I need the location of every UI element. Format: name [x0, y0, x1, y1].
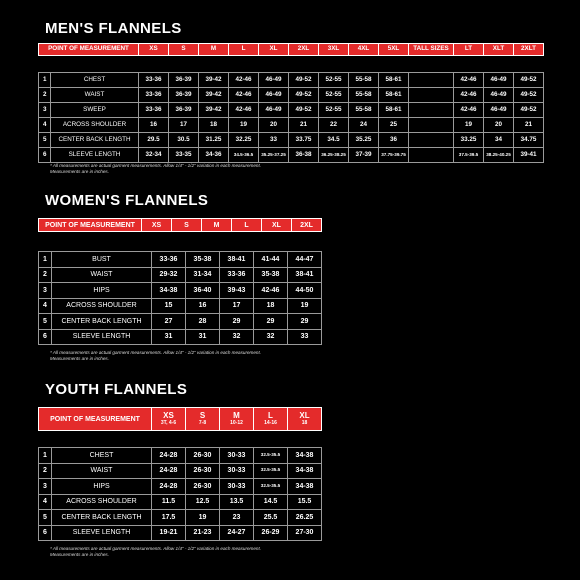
measurement-value: 38-41 — [288, 267, 322, 283]
measurement-value: 58-61 — [379, 103, 409, 118]
measurement-value: 23 — [220, 510, 254, 526]
measurement-value: 22 — [319, 118, 349, 133]
measurement-value: 18 — [199, 118, 229, 133]
measurement-name: ACROSS SHOULDER — [52, 298, 152, 314]
measurement-value: 26-30 — [186, 448, 220, 464]
measurement-name: BUST — [52, 252, 152, 268]
mens-measurement-table — [38, 72, 544, 163]
womens-header-table — [38, 218, 322, 232]
measurement-value: 19-21 — [152, 525, 186, 541]
measurement-value: 49-52 — [289, 88, 319, 103]
measurement-value: 36-38 — [289, 148, 319, 163]
mens-header-cell: M — [199, 44, 229, 56]
measurement-value: 35-38 — [186, 252, 220, 268]
measurement-value: 34.5-36.5 — [229, 148, 259, 163]
mens-header-cell: 4XL — [349, 44, 379, 56]
measurement-value: 41-44 — [254, 252, 288, 268]
youth-note-line1: * All measurements are actual garment measurements. Allow 1/4" - 1/2" variation in each measurement. — [50, 546, 262, 551]
measurement-value: 25.5 — [254, 510, 288, 526]
measurement-value: 33-36 — [139, 73, 169, 88]
measurement-value: 29 — [254, 314, 288, 330]
measurement-value: 30-33 — [220, 448, 254, 464]
measurement-value: 58-61 — [379, 88, 409, 103]
mens-header-cell: 5XL — [379, 44, 409, 56]
measurement-value: 36-39 — [169, 73, 199, 88]
womens-note-line2: Measurements are in inches. — [50, 356, 109, 362]
measurement-value: 27 — [152, 314, 186, 330]
youth-size: M — [233, 411, 240, 420]
measurement-value: 24-28 — [152, 463, 186, 479]
youth-header-table — [38, 407, 322, 431]
measurement-value: 30.5 — [169, 133, 199, 148]
mens-header-cell: POINT OF MEASUREMENT — [39, 44, 139, 56]
youth-age: 14-16 — [264, 420, 277, 426]
measurement-value: 55-58 — [349, 103, 379, 118]
measurement-value: 34-38 — [288, 448, 322, 464]
measurement-value: 32 — [220, 329, 254, 345]
row-number: 3 — [39, 283, 52, 299]
measurement-name: SWEEP — [51, 103, 139, 118]
measurement-name: CENTER BACK LENGTH — [51, 133, 139, 148]
row-number: 5 — [39, 314, 52, 330]
measurement-value: 12.5 — [186, 494, 220, 510]
measurement-value: 42-46 — [454, 88, 484, 103]
mens-header-cell: TALL SIZES — [409, 44, 454, 56]
measurement-name: SLEEVE LENGTH — [52, 329, 152, 345]
measurement-value: 29-32 — [152, 267, 186, 283]
measurement-value: 17 — [169, 118, 199, 133]
measurement-value: 14.5 — [254, 494, 288, 510]
row-number: 4 — [39, 298, 52, 314]
row-number: 5 — [39, 133, 51, 148]
table-row — [39, 118, 544, 133]
mens-note-line1: * All measurements are actual garment measurements. Allow 1/4" - 1/2" variation in each measurement. — [50, 163, 262, 168]
measurement-name: WAIST — [52, 463, 152, 479]
measurement-value: 49-52 — [514, 103, 544, 118]
measurement-value: 36 — [379, 133, 409, 148]
measurement-value — [409, 103, 454, 118]
measurement-value: 49-52 — [289, 103, 319, 118]
measurement-value: 21 — [514, 118, 544, 133]
table-row — [39, 148, 544, 163]
womens-header-cell: L — [232, 219, 262, 232]
measurement-value: 52-55 — [319, 103, 349, 118]
measurement-value: 25 — [379, 118, 409, 133]
measurement-value: 36-39 — [169, 103, 199, 118]
measurement-value: 46-49 — [259, 73, 289, 88]
measurement-value: 24 — [349, 118, 379, 133]
measurement-name: CENTER BACK LENGTH — [52, 510, 152, 526]
youth-title: YOUTH FLANNELS — [45, 381, 188, 398]
measurement-name: ACROSS SHOULDER — [52, 494, 152, 510]
measurement-value: 15.5 — [288, 494, 322, 510]
row-number: 1 — [39, 448, 52, 464]
table-row — [39, 298, 322, 314]
table-row — [39, 463, 322, 479]
measurement-value: 49-52 — [514, 88, 544, 103]
measurement-value: 34-38 — [288, 463, 322, 479]
measurement-value: 33-36 — [139, 88, 169, 103]
measurement-value: 42-46 — [229, 73, 259, 88]
row-number: 1 — [39, 73, 51, 88]
measurement-value: 58-61 — [379, 73, 409, 88]
measurement-value: 42-46 — [454, 73, 484, 88]
womens-measurement-table — [38, 251, 322, 345]
table-row — [39, 479, 322, 495]
measurement-value: 46-49 — [259, 103, 289, 118]
measurement-name: CHEST — [52, 448, 152, 464]
measurement-value: 42-46 — [229, 88, 259, 103]
measurement-value: 39-43 — [220, 283, 254, 299]
measurement-value: 35.25-37.25 — [259, 148, 289, 163]
table-row — [39, 283, 322, 299]
measurement-value: 34.5 — [319, 133, 349, 148]
measurement-value: 33 — [288, 329, 322, 345]
youth-header-cell — [186, 408, 220, 431]
womens-header-cell: 2XL — [292, 219, 322, 232]
measurement-value — [409, 133, 454, 148]
row-number: 2 — [39, 267, 52, 283]
row-number: 6 — [39, 148, 51, 163]
measurement-value: 15 — [152, 298, 186, 314]
measurement-name: WAIST — [52, 267, 152, 283]
youth-header-label: POINT OF MEASUREMENT — [39, 408, 152, 431]
measurement-value: 52-55 — [319, 73, 349, 88]
measurement-value — [409, 118, 454, 133]
mens-header-cell: 2XL — [289, 44, 319, 56]
womens-note-line1: * All measurements are actual garment measurements. Allow 1/4" - 1/2" variation in each measurement. — [50, 350, 262, 355]
measurement-value: 34-38 — [288, 479, 322, 495]
measurement-name: HIPS — [52, 479, 152, 495]
measurement-value: 26-30 — [186, 479, 220, 495]
measurement-value: 49-52 — [289, 73, 319, 88]
measurement-name: CHEST — [51, 73, 139, 88]
measurement-name: HIPS — [52, 283, 152, 299]
measurement-value: 34.75 — [514, 133, 544, 148]
measurement-value: 55-58 — [349, 73, 379, 88]
row-number: 2 — [39, 463, 52, 479]
measurement-value: 33-36 — [152, 252, 186, 268]
mens-header-cell: XS — [139, 44, 169, 56]
mens-note — [50, 163, 261, 175]
measurement-value: 33-36 — [139, 103, 169, 118]
mens-header-cell: LT — [454, 44, 484, 56]
measurement-value: 27-30 — [288, 525, 322, 541]
measurement-value: 33-36 — [220, 267, 254, 283]
youth-age: 7-8 — [198, 420, 207, 426]
measurement-value — [409, 88, 454, 103]
youth-size: L — [268, 411, 273, 420]
measurement-name: WAIST — [51, 88, 139, 103]
measurement-value: 52-55 — [319, 88, 349, 103]
womens-header-cell: S — [172, 219, 202, 232]
mens-header-cell: 2XLT — [514, 44, 544, 56]
mens-header-cell: 3XL — [319, 44, 349, 56]
table-row — [39, 494, 322, 510]
measurement-value: 24-27 — [220, 525, 254, 541]
youth-note — [50, 546, 261, 558]
measurement-value: 31.25 — [199, 133, 229, 148]
youth-header-cell — [152, 408, 186, 431]
measurement-value: 32.5-35.5 — [254, 479, 288, 495]
measurement-value: 34-38 — [152, 283, 186, 299]
measurement-value: 34 — [484, 133, 514, 148]
measurement-value: 39-42 — [199, 73, 229, 88]
measurement-value: 19 — [288, 298, 322, 314]
womens-header-cell: XS — [142, 219, 172, 232]
measurement-value: 37-39 — [349, 148, 379, 163]
womens-header-cell: XL — [262, 219, 292, 232]
measurement-value: 26-29 — [254, 525, 288, 541]
row-number: 1 — [39, 252, 52, 268]
measurement-value: 26.25 — [288, 510, 322, 526]
measurement-value: 13.5 — [220, 494, 254, 510]
measurement-value: 32.5-35.5 — [254, 448, 288, 464]
measurement-value: 17 — [220, 298, 254, 314]
youth-size: XS — [163, 411, 174, 420]
table-row — [39, 448, 322, 464]
youth-size: XL — [299, 411, 310, 420]
row-number: 2 — [39, 88, 51, 103]
row-number: 3 — [39, 479, 52, 495]
measurement-value: 46-49 — [484, 88, 514, 103]
womens-header-cell: POINT OF MEASUREMENT — [39, 219, 142, 232]
measurement-value: 36-39 — [169, 88, 199, 103]
measurement-value: 32.25 — [229, 133, 259, 148]
measurement-value: 46-49 — [484, 73, 514, 88]
measurement-value: 33 — [259, 133, 289, 148]
table-row — [39, 252, 322, 268]
measurement-value: 17.5 — [152, 510, 186, 526]
row-number: 4 — [39, 494, 52, 510]
measurement-value: 38.25-40.25 — [484, 148, 514, 163]
measurement-value: 20 — [259, 118, 289, 133]
measurement-value: 21 — [289, 118, 319, 133]
measurement-value: 42-46 — [254, 283, 288, 299]
measurement-value: 33.25 — [454, 133, 484, 148]
measurement-name: CENTER BACK LENGTH — [52, 314, 152, 330]
measurement-value: 44-47 — [288, 252, 322, 268]
measurement-value: 42-46 — [229, 103, 259, 118]
measurement-value: 16 — [186, 298, 220, 314]
measurement-value: 19 — [229, 118, 259, 133]
measurement-value: 34-36 — [199, 148, 229, 163]
measurement-value: 35.25 — [349, 133, 379, 148]
womens-note — [50, 350, 261, 362]
measurement-value: 19 — [454, 118, 484, 133]
row-number: 6 — [39, 329, 52, 345]
measurement-value: 29 — [220, 314, 254, 330]
measurement-value — [409, 148, 454, 163]
measurement-value: 36.25-38.25 — [319, 148, 349, 163]
youth-header-row — [39, 408, 322, 431]
table-row — [39, 510, 322, 526]
mens-header-row — [39, 44, 544, 56]
table-row — [39, 88, 544, 103]
youth-header-cell — [254, 408, 288, 431]
measurement-value: 30-33 — [220, 479, 254, 495]
measurement-value: 32 — [254, 329, 288, 345]
measurement-value: 38-41 — [220, 252, 254, 268]
womens-title: WOMEN'S FLANNELS — [45, 192, 209, 209]
youth-note-line2: Measurements are in inches. — [50, 552, 109, 558]
youth-header-cell — [220, 408, 254, 431]
measurement-value: 29.5 — [139, 133, 169, 148]
measurement-value: 55-58 — [349, 88, 379, 103]
youth-size: S — [199, 411, 206, 420]
measurement-name: ACROSS SHOULDER — [51, 118, 139, 133]
youth-age: 3T, 4-6 — [160, 420, 177, 426]
table-row — [39, 103, 544, 118]
measurement-value: 26-30 — [186, 463, 220, 479]
measurement-value: 30-33 — [220, 463, 254, 479]
row-number: 4 — [39, 118, 51, 133]
mens-header-cell: L — [229, 44, 259, 56]
mens-note-line2: Measurements are in inches. — [50, 169, 109, 175]
measurement-name: SLEEVE LENGTH — [51, 148, 139, 163]
measurement-value: 44-50 — [288, 283, 322, 299]
measurement-value: 42-46 — [454, 103, 484, 118]
measurement-value: 31 — [152, 329, 186, 345]
measurement-value: 31-34 — [186, 267, 220, 283]
row-number: 6 — [39, 525, 52, 541]
table-row — [39, 314, 322, 330]
measurement-value: 37.75-39.75 — [379, 148, 409, 163]
measurement-value: 32-34 — [139, 148, 169, 163]
measurement-value: 18 — [254, 298, 288, 314]
mens-header-cell: XL — [259, 44, 289, 56]
measurement-value: 39-41 — [514, 148, 544, 163]
measurement-value: 29 — [288, 314, 322, 330]
youth-age: 18 — [301, 420, 308, 426]
measurement-value — [409, 73, 454, 88]
measurement-value: 31 — [186, 329, 220, 345]
mens-title: MEN'S FLANNELS — [45, 20, 182, 37]
measurement-value: 39-42 — [199, 103, 229, 118]
measurement-value: 24-28 — [152, 479, 186, 495]
measurement-value: 37.5-39.5 — [454, 148, 484, 163]
table-row — [39, 73, 544, 88]
measurement-value: 46-49 — [484, 103, 514, 118]
measurement-value: 33.75 — [289, 133, 319, 148]
measurement-value: 46-49 — [259, 88, 289, 103]
measurement-value: 24-28 — [152, 448, 186, 464]
measurement-value: 33-35 — [169, 148, 199, 163]
womens-header-row — [39, 219, 322, 232]
youth-age: 10-12 — [230, 420, 243, 426]
measurement-value: 49-52 — [514, 73, 544, 88]
mens-header-table — [38, 43, 544, 56]
mens-header-cell: XLT — [484, 44, 514, 56]
row-number: 3 — [39, 103, 51, 118]
measurement-value: 16 — [139, 118, 169, 133]
table-row — [39, 133, 544, 148]
measurement-value: 32.5-35.5 — [254, 463, 288, 479]
measurement-value: 19 — [186, 510, 220, 526]
measurement-value: 36-40 — [186, 283, 220, 299]
measurement-value: 39-42 — [199, 88, 229, 103]
measurement-value: 11.5 — [152, 494, 186, 510]
row-number: 5 — [39, 510, 52, 526]
table-row — [39, 329, 322, 345]
measurement-value: 20 — [484, 118, 514, 133]
youth-measurement-table — [38, 447, 322, 541]
youth-header-cell — [288, 408, 322, 431]
measurement-value: 28 — [186, 314, 220, 330]
womens-header-cell: M — [202, 219, 232, 232]
measurement-value: 35-38 — [254, 267, 288, 283]
table-row — [39, 525, 322, 541]
mens-header-cell: S — [169, 44, 199, 56]
table-row — [39, 267, 322, 283]
measurement-value: 21-23 — [186, 525, 220, 541]
measurement-name: SLEEVE LENGTH — [52, 525, 152, 541]
